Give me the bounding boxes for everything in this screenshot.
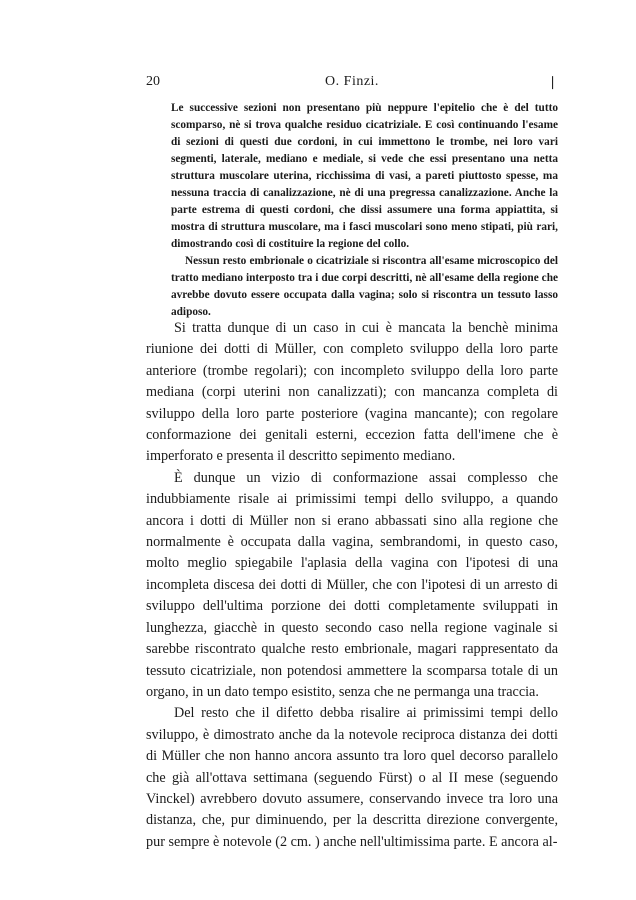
small-print-section <box>171 100 558 321</box>
running-head: O. Finzi. <box>325 74 379 89</box>
main-paragraph-3: Del resto che il difetto debba risalire ai primissimi tempi dello sviluppo, è dimostrato anche da la notevole reciproca distanza dei dotti di Müller che non hanno ancora assunto tra loro quel decorso parallelo che già all'ottava settimana (seguendo Fürst) o al II mese (seguendo Vinckel) avrebbero dovuto assumere, conservando invece tra loro una distanza, che, pur diminuendo, per la descritta direzione convergente, pur sempre è notevole (2 cm. ) anche nell'ultimissima parte. E ancora al- <box>146 705 558 850</box>
margin-mark: ❘ <box>547 74 558 89</box>
main-text-section <box>146 318 558 853</box>
main-paragraph-2: È dunque un vizio di conformazione assai complesso che indubbiamente risale ai primissimi tempi dello sviluppo, a quando ancora i dotti di Müller non si erano abbassati sino alla regione che normalmente è occupata dalla vagina, sembrandomi, in questo caso, molto meglio spiegabile l'aplasia della vagina con l'ipotesi di una incompleta discesa dei dotti di Müller, che con l'ipotesi di un arresto di sviluppo dell'ultima porzione dei dotti completamente sviluppati in lunghezza, giacchè in questo secondo caso nella regione vaginale si sarebbe riscontrato qualche resto embrionale, magari rappresentato da tessuto cicatriziale, non potendosi ammettere la scomparsa totale di un organo, in un dato tempo esistito, senza che ne permanga una traccia. <box>146 469 558 700</box>
page-header <box>146 74 558 92</box>
small-paragraph-1: Le successive sezioni non presentano più neppure l'epitelio che è del tutto scomparso, nè si trova qualche residuo cicatriziale. E così continuando l'esame di sezioni di questi due cordoni, in cui immettono le trombe, nei loro vari segmenti, laterale, mediano e mediale, si vede che essi presentano una netta struttura muscolare uterina, ricchissima di vasi, a pareti piuttosto spesse, ma nessuna traccia di canalizzazione, nè di una pregressa canalizzazione. Anche la parte estrema di questi cordoni, che dissi assumere una forma appiattita, si mostra di struttura muscolare, ma i fasci muscolari sono meno stipati, più rari, dimostrando così di costituire la regione del collo. <box>171 102 558 250</box>
page-number: 20 <box>146 74 160 89</box>
small-paragraph-2: Nessun resto embrionale o cicatriziale si riscontra all'esame microscopico del tratto mediano interposto tra i due corpi descritti, nè all'esame della regione che avrebbe dovuto essere occupata dalla vagina; solo si riscontra un tessuto lasso adiposo. <box>171 255 558 318</box>
main-paragraph-1: Si tratta dunque di un caso in cui è mancata la benchè minima riunione dei dotti di Müller, con completo sviluppo della loro parte anteriore (trombe regolari); con incompleto sviluppo della loro parte mediana (corpi uterini non canalizzati); con mancanza completa di sviluppo della loro parte posteriore (vagina mancante); con regolare conformazione dei genitali esterni, eccezion fatta dell'imene che è imperforato e presenta il descritto sepimento mediano. <box>146 320 558 465</box>
